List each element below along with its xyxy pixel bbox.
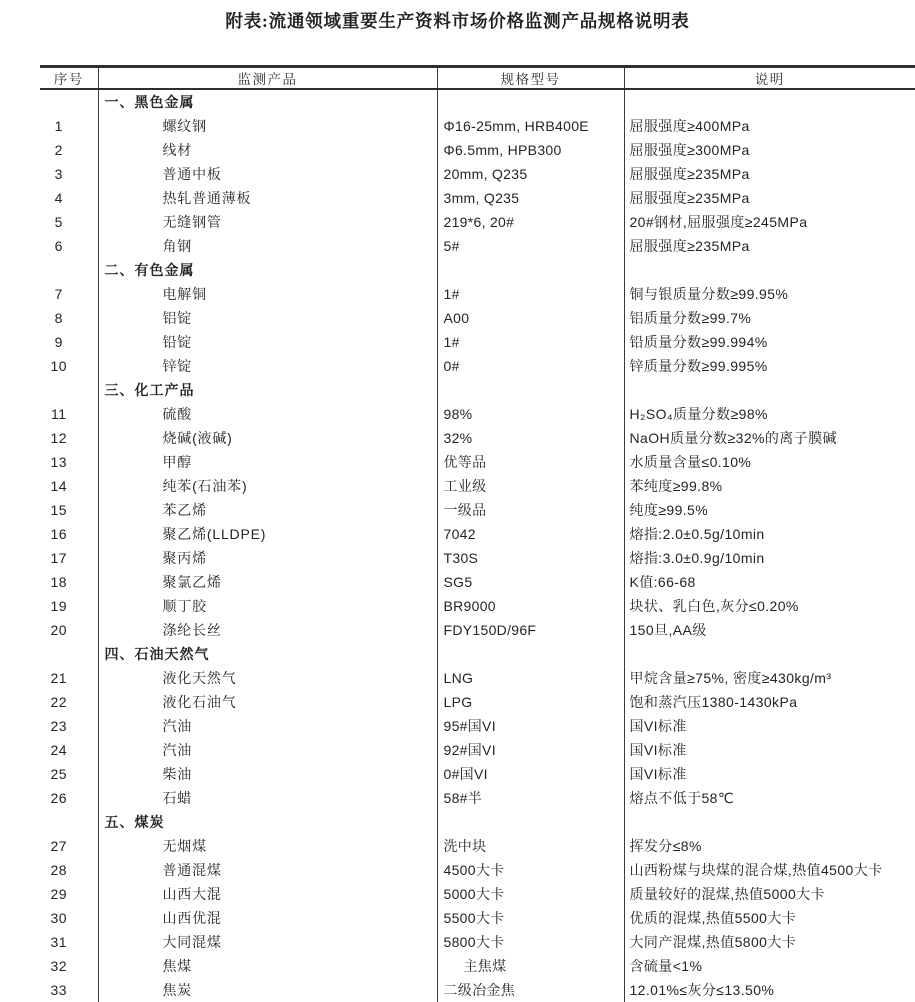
row-number: 25 [40,762,98,786]
row-number: 10 [40,354,98,378]
column-header-spec: 规格型号 [437,67,624,90]
spec-cell [437,810,624,834]
spec-cell: 58#半 [437,786,624,810]
product-name: 汽油 [98,738,437,762]
desc-cell: 铝质量分数≥99.7% [629,310,752,326]
spec-cell: 3mm, Q235 [437,186,624,210]
table-row [40,570,915,594]
product-name: 热轧普通薄板 [98,186,437,210]
table-row [40,738,915,762]
spec-cell [437,258,624,282]
product-name: 线材 [98,138,437,162]
row-number: 9 [40,330,98,354]
row-number: 6 [40,234,98,258]
row-number [40,642,98,666]
spec-cell: 92#国VI [437,738,624,762]
row-number: 29 [40,882,98,906]
row-number: 17 [40,546,98,570]
table-row [40,450,915,474]
desc-cell: 饱和蒸汽压1380-1430kPa [629,694,798,710]
column-header-no: 序号 [40,67,98,90]
row-number: 20 [40,618,98,642]
row-number: 26 [40,786,98,810]
spec-cell: 4500大卡 [437,858,624,882]
table-row [40,786,915,810]
table-row [40,186,915,210]
section-row [40,642,915,666]
section-name: 四、石油天然气 [98,642,437,666]
product-name: 无烟煤 [98,834,437,858]
desc-cell: 苯纯度≥99.8% [629,478,723,494]
desc-cell: 国VI标准 [629,718,687,734]
desc-cell [624,810,915,834]
desc-cell: 12.01%≤灰分≤13.50% [629,982,775,998]
spec-cell: Φ6.5mm, HPB300 [437,138,624,162]
product-name: 汽油 [98,714,437,738]
product-name: 普通混煤 [98,858,437,882]
product-name: 甲醇 [98,450,437,474]
desc-cell [624,89,915,114]
spec-cell: 工业级 [437,474,624,498]
row-number: 28 [40,858,98,882]
product-name: 螺纹钢 [98,114,437,138]
spec-cell: Φ16-25mm, HRB400E [437,114,624,138]
spec-cell: 主焦煤 [437,954,624,978]
table-row [40,714,915,738]
table-row [40,690,915,714]
table-header-row [40,67,915,90]
row-number: 22 [40,690,98,714]
table-row [40,666,915,690]
spec-cell: LPG [437,690,624,714]
section-name: 二、有色金属 [98,258,437,282]
row-number [40,258,98,282]
product-name: 焦炭 [98,978,437,1002]
section-row [40,810,915,834]
table-row [40,354,915,378]
document-title: 附表:流通领域重要生产资料市场价格监测产品规格说明表 [225,11,690,31]
row-number: 30 [40,906,98,930]
table-row [40,978,915,1002]
product-name: 纯苯(石油苯) [98,474,437,498]
row-number: 8 [40,306,98,330]
row-number: 21 [40,666,98,690]
row-number [40,89,98,114]
row-number: 23 [40,714,98,738]
row-number: 18 [40,570,98,594]
desc-cell: 水质量含量≤0.10% [629,454,752,470]
table-row [40,906,915,930]
row-number: 15 [40,498,98,522]
product-name: 无缝钢管 [98,210,437,234]
desc-cell: 大同产混煤,热值5800大卡 [629,934,797,950]
spec-cell: 1# [437,330,624,354]
desc-cell: 国VI标准 [629,766,687,782]
product-name: 铝锭 [98,306,437,330]
section-name: 一、黑色金属 [98,89,437,114]
spec-cell [437,89,624,114]
row-number: 31 [40,930,98,954]
row-number: 33 [40,978,98,1002]
table-row [40,162,915,186]
desc-cell: 甲烷含量≥75%, 密度≥430kg/m³ [629,670,832,686]
row-number: 19 [40,594,98,618]
row-number: 5 [40,210,98,234]
spec-cell: 5# [437,234,624,258]
row-number: 14 [40,474,98,498]
table-row [40,882,915,906]
desc-cell [624,378,915,402]
product-name: 普通中板 [98,162,437,186]
spec-cell: 7042 [437,522,624,546]
column-header-product: 监测产品 [98,67,437,90]
row-number: 7 [40,282,98,306]
table-row [40,594,915,618]
row-number: 32 [40,954,98,978]
spec-cell: 0#国VI [437,762,624,786]
product-name: 硫酸 [98,402,437,426]
row-number: 1 [40,114,98,138]
row-number: 11 [40,402,98,426]
spec-cell: 一级品 [437,498,624,522]
spec-cell: A00 [437,306,624,330]
table-row [40,522,915,546]
spec-cell: SG5 [437,570,624,594]
desc-cell: 铜与银质量分数≥99.95% [629,286,789,302]
table-row [40,426,915,450]
spec-cell: 98% [437,402,624,426]
row-number: 3 [40,162,98,186]
spec-cell: 1# [437,282,624,306]
row-number: 2 [40,138,98,162]
spec-cell: T30S [437,546,624,570]
row-number: 16 [40,522,98,546]
column-header-desc: 说明 [624,67,915,90]
desc-cell: H₂SO₄质量分数≥98% [629,406,768,422]
desc-cell: NaOH质量分数≥32%的离子膜碱 [629,430,837,446]
row-number: 13 [40,450,98,474]
desc-cell: 优质的混煤,热值5500大卡 [629,910,797,926]
table-row [40,858,915,882]
desc-cell: 挥发分≤8% [629,838,702,854]
product-name: 石蜡 [98,786,437,810]
table-row [40,930,915,954]
spec-cell: 洗中块 [437,834,624,858]
product-name: 锌锭 [98,354,437,378]
spec-cell: 优等品 [437,450,624,474]
table-row [40,498,915,522]
product-name: 铅锭 [98,330,437,354]
product-name: 柴油 [98,762,437,786]
spec-cell [437,642,624,666]
product-name: 液化天然气 [98,666,437,690]
product-name: 涤纶长丝 [98,618,437,642]
desc-cell [624,258,915,282]
spec-cell: 5000大卡 [437,882,624,906]
product-name: 聚乙烯(LLDPE) [98,522,437,546]
table-row [40,210,915,234]
desc-cell: 国VI标准 [629,742,687,758]
desc-cell: K值:66-68 [629,574,696,590]
row-number: 27 [40,834,98,858]
desc-cell: 铅质量分数≥99.994% [629,334,768,350]
desc-cell: 屈服强度≥235MPa [629,238,750,254]
table-row [40,402,915,426]
product-name: 角钢 [98,234,437,258]
table-row [40,282,915,306]
spec-cell [437,378,624,402]
desc-cell: 质量较好的混煤,热值5000大卡 [629,886,825,902]
desc-cell: 纯度≥99.5% [629,502,709,518]
desc-cell: 屈服强度≥300MPa [629,142,750,158]
desc-cell: 块状、乳白色,灰分≤0.20% [629,598,799,614]
section-row [40,378,915,402]
product-name: 山西大混 [98,882,437,906]
row-number [40,378,98,402]
spec-cell: 0# [437,354,624,378]
product-name: 电解铜 [98,282,437,306]
desc-cell: 熔指:3.0±0.9g/10min [629,550,765,566]
product-name: 大同混煤 [98,930,437,954]
desc-cell: 山西粉煤与块煤的混合煤,热值4500大卡 [629,862,883,878]
desc-cell [624,642,915,666]
spec-cell: FDY150D/96F [437,618,624,642]
table-row [40,234,915,258]
desc-cell: 20#钢材,屈服强度≥245MPa [629,214,808,230]
section-name: 五、煤炭 [98,810,437,834]
product-name: 烧碱(液碱) [98,426,437,450]
desc-cell: 含硫量<1% [629,958,703,974]
table-row [40,834,915,858]
table-row [40,474,915,498]
section-row [40,258,915,282]
product-name: 液化石油气 [98,690,437,714]
desc-cell: 屈服强度≥235MPa [629,166,750,182]
table-row [40,138,915,162]
desc-cell: 熔指:2.0±0.5g/10min [629,526,765,542]
spec-table [40,65,915,1002]
spec-cell: 95#国VI [437,714,624,738]
row-number: 4 [40,186,98,210]
product-name: 苯乙烯 [98,498,437,522]
spec-cell: LNG [437,666,624,690]
desc-cell: 屈服强度≥400MPa [629,118,750,134]
row-number [40,810,98,834]
spec-cell: 二级冶金焦 [437,978,624,1002]
table-body [40,89,915,1002]
table-row [40,114,915,138]
spec-cell: 219*6, 20# [437,210,624,234]
product-name: 顺丁胶 [98,594,437,618]
table-row [40,330,915,354]
desc-cell: 150旦,AA级 [629,622,707,638]
row-number: 12 [40,426,98,450]
section-row [40,89,915,114]
table-row [40,618,915,642]
table-row [40,762,915,786]
table-row [40,546,915,570]
product-name: 聚丙烯 [98,546,437,570]
table-row [40,306,915,330]
product-name: 山西优混 [98,906,437,930]
desc-cell: 屈服强度≥235MPa [629,190,750,206]
product-name: 焦煤 [98,954,437,978]
product-name: 聚氯乙烯 [98,570,437,594]
spec-cell: 32% [437,426,624,450]
section-name: 三、化工产品 [98,378,437,402]
spec-cell: 5500大卡 [437,906,624,930]
row-number: 24 [40,738,98,762]
spec-cell: BR9000 [437,594,624,618]
desc-cell: 熔点不低于58℃ [629,790,734,806]
table-row [40,954,915,978]
desc-cell: 锌质量分数≥99.995% [629,358,768,374]
spec-cell: 5800大卡 [437,930,624,954]
spec-cell: 20mm, Q235 [437,162,624,186]
